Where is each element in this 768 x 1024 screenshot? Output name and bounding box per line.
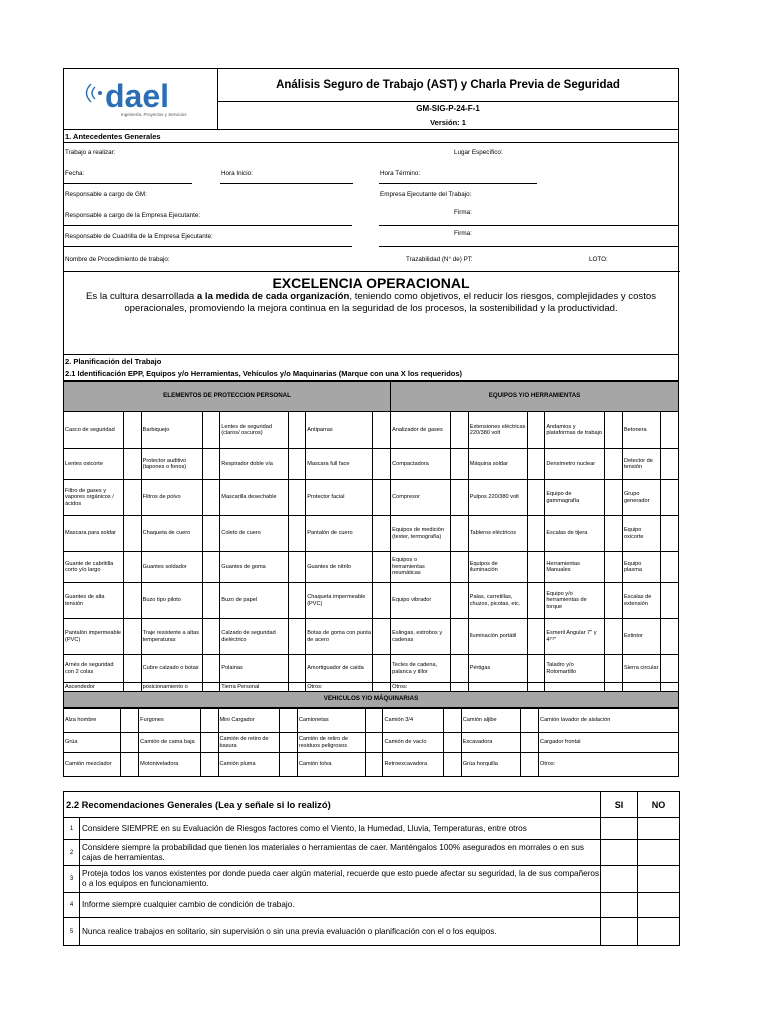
epp-header: ELEMENTOS DE PROTECCION PERSONAL xyxy=(64,382,391,412)
item-label: Palas, carretillas, chuzos, picotas, etc. xyxy=(468,583,527,619)
item-checkbox[interactable] xyxy=(451,583,469,619)
row-resp-emp xyxy=(64,206,678,227)
item-label: posicionamiento o xyxy=(141,683,202,692)
table-row xyxy=(64,619,679,655)
item-label: Pantalón de cuero xyxy=(306,516,373,552)
vehicle-checkbox[interactable] xyxy=(365,733,383,753)
list-item xyxy=(64,866,680,893)
item-checkbox[interactable] xyxy=(527,583,545,619)
item-checkbox[interactable] xyxy=(202,449,220,480)
item-label: Polainas xyxy=(220,655,288,683)
item-checkbox[interactable] xyxy=(661,480,679,516)
item-label: Iluminación portátil xyxy=(468,619,527,655)
item-label: Guantes soldador xyxy=(141,552,202,583)
form-version: Versión: 1 xyxy=(430,118,466,128)
item-text: Nunca realice trabajos en solitario, sin supervisión o sin una previa evaluación o planificación con el o los equipos. xyxy=(80,918,601,946)
si-checkbox[interactable] xyxy=(601,918,638,946)
section2-title-bar xyxy=(63,355,679,381)
item-text: Proteja todos los vanos existentes por donde pueda caer algún material, recuerde que esto puede afectar su seguridad, la de sus compañeros o a los equipos en funcionamiento. xyxy=(80,866,601,893)
item-checkbox[interactable] xyxy=(451,516,469,552)
item-checkbox[interactable] xyxy=(605,412,623,449)
item-label: Buzo de papel xyxy=(220,583,288,619)
item-label: Pantalón impermeable (PVC) xyxy=(64,619,124,655)
item-label: Extensiones eléctricas 220/380 volt xyxy=(468,412,527,449)
vehicle-label: Mini Cargador xyxy=(218,709,280,733)
item-checkbox[interactable] xyxy=(527,516,545,552)
item-checkbox[interactable] xyxy=(605,516,623,552)
vehicle-label: Camión de cama baja xyxy=(139,733,201,753)
item-label: Guantes de goma xyxy=(220,552,288,583)
list-item xyxy=(64,893,680,918)
recomendaciones-table xyxy=(63,791,680,946)
item-checkbox[interactable] xyxy=(124,516,142,552)
item-label: Escalas de extensión xyxy=(622,583,660,619)
logo-tagline: Ingeniería, Proyectos y Servicios xyxy=(120,111,187,117)
table-row xyxy=(64,655,679,683)
item-label: Betonera xyxy=(622,412,660,449)
item-label: Filtro de gases y vapores orgánicos /ácidos xyxy=(64,480,124,516)
table-row xyxy=(64,412,679,449)
label-procedimiento: Nombre de Procedimiento de trabajo: xyxy=(65,256,170,263)
item-checkbox[interactable] xyxy=(451,480,469,516)
item-label: Herramientas Manuales xyxy=(545,552,605,583)
item-checkbox[interactable] xyxy=(527,449,545,480)
item-checkbox[interactable] xyxy=(451,683,469,692)
item-label: Esmeril Angular 7" y 4¹ʹ²" xyxy=(545,619,605,655)
item-label: Eslingas, estrobos y cadenas xyxy=(391,619,451,655)
vehicle-label: Camión de vacío xyxy=(383,733,444,753)
item-checkbox[interactable] xyxy=(288,583,306,619)
item-label: Respirador doble vía xyxy=(220,449,288,480)
table-row xyxy=(64,583,679,619)
item-label: Guantes de alta tensión xyxy=(64,583,124,619)
item-checkbox[interactable] xyxy=(373,655,391,683)
vehicle-label: Otros: xyxy=(539,753,679,777)
label-fecha: Fecha: xyxy=(65,170,85,177)
item-checkbox[interactable] xyxy=(527,655,545,683)
logo xyxy=(64,69,218,130)
item-checkbox[interactable] xyxy=(605,480,623,516)
item-label: Pértigas xyxy=(468,655,527,683)
item-label: Guante de cabritilla corto y/o largo xyxy=(64,552,124,583)
item-label: Otros: xyxy=(391,683,451,692)
item-label: Traje resistente a altas temperaturas xyxy=(141,619,202,655)
col-si: SI xyxy=(601,792,638,818)
item-checkbox[interactable] xyxy=(124,480,142,516)
vehicle-checkbox[interactable] xyxy=(280,753,298,777)
table-row xyxy=(64,552,679,583)
no-checkbox[interactable] xyxy=(638,818,680,840)
item-label: Otros: xyxy=(306,683,373,692)
item-label: Antiparras xyxy=(306,412,373,449)
item-label: Chaqueta de cuero xyxy=(141,516,202,552)
list-item xyxy=(64,840,680,866)
vehicle-label: Camión tolva xyxy=(297,753,365,777)
item-label: Tecles de cadena, palanca y tillor xyxy=(391,655,451,683)
vehicle-label: Alza hombre xyxy=(64,709,121,733)
item-number: 2 xyxy=(64,840,80,866)
item-checkbox[interactable] xyxy=(288,480,306,516)
item-checkbox[interactable] xyxy=(202,683,220,692)
label-resp-emp: Responsable a cargo de la Empresa Ejecutante: xyxy=(65,212,201,219)
section1-title: 1. Antecedentes Generales xyxy=(65,132,161,141)
table-row xyxy=(64,449,679,480)
row-trabajo xyxy=(64,143,678,164)
vehicle-checkbox[interactable] xyxy=(365,709,383,733)
no-checkbox[interactable] xyxy=(638,918,680,946)
item-label: Compresor xyxy=(391,480,451,516)
item-checkbox[interactable] xyxy=(124,583,142,619)
section1-fields xyxy=(63,143,679,355)
item-checkbox[interactable] xyxy=(288,683,306,692)
vehicle-checkbox[interactable] xyxy=(200,733,218,753)
item-checkbox[interactable] xyxy=(451,412,469,449)
label-loto: LOTO: xyxy=(589,256,608,263)
item-checkbox[interactable] xyxy=(202,619,220,655)
dael-logo-icon xyxy=(81,73,201,121)
item-label xyxy=(622,683,660,692)
vehicle-checkbox[interactable] xyxy=(200,753,218,777)
item-checkbox[interactable] xyxy=(605,449,623,480)
item-checkbox[interactable] xyxy=(202,480,220,516)
vehicle-label: Camión lavador de aislación xyxy=(539,709,679,733)
item-label: Compactadora xyxy=(391,449,451,480)
item-checkbox[interactable] xyxy=(661,683,679,692)
epp-equipos-table xyxy=(63,381,679,708)
vehicle-label: Retroexcavadora xyxy=(383,753,444,777)
vehicle-label: Camión de retiro de basura xyxy=(218,733,280,753)
item-label: Andamios y plataformas de trabajo xyxy=(545,412,605,449)
item-checkbox[interactable] xyxy=(527,683,545,692)
no-checkbox[interactable] xyxy=(638,866,680,893)
item-checkbox[interactable] xyxy=(661,552,679,583)
si-checkbox[interactable] xyxy=(601,893,638,918)
vehicle-label: Camión 3/4 xyxy=(383,709,444,733)
vehiculos-header: VEHICULOS Y/O MÁQUINARIAS xyxy=(64,692,679,708)
item-label: Amortiguador de caída xyxy=(306,655,373,683)
item-label: Equipo y/o herramientas de torque xyxy=(545,583,605,619)
item-checkbox[interactable] xyxy=(451,655,469,683)
item-checkbox[interactable] xyxy=(605,619,623,655)
item-label: Barbiquejo xyxy=(141,412,202,449)
equipos-header: EQUIPOS Y/O HERRAMIENTAS xyxy=(391,382,679,412)
item-label: Lentes oxicorte xyxy=(64,449,124,480)
form-title: Análisis Seguro de Trabajo (AST) y Charla Previa de Seguridad xyxy=(218,69,679,102)
table-row xyxy=(64,480,679,516)
item-checkbox[interactable] xyxy=(373,449,391,480)
item-checkbox[interactable] xyxy=(527,552,545,583)
item-checkbox[interactable] xyxy=(661,619,679,655)
row-resp-gm xyxy=(64,185,678,206)
item-checkbox[interactable] xyxy=(288,449,306,480)
excelencia-block xyxy=(64,275,678,315)
no-checkbox[interactable] xyxy=(638,893,680,918)
label-resp-cuad: Responsable de Cuadrilla de la Empresa Ejecutante: xyxy=(65,233,213,240)
vehicle-label: Camión de retiro de residuos peligrosos xyxy=(297,733,365,753)
si-checkbox[interactable] xyxy=(601,818,638,840)
item-label: Protector facial xyxy=(306,480,373,516)
item-text: Considere siempre la probabilidad que tienen los materiales o herramientas de caer. Manténgalos 100% asegurados en morrales o en sus cajas de herramientas. xyxy=(80,840,601,866)
item-checkbox[interactable] xyxy=(288,655,306,683)
vehicle-label: Cargador frontal xyxy=(539,733,679,753)
label-trabajo: Trabajo a realizar: xyxy=(65,149,116,156)
item-checkbox[interactable] xyxy=(605,655,623,683)
item-checkbox[interactable] xyxy=(288,412,306,449)
vehicle-checkbox[interactable] xyxy=(444,709,462,733)
row-resp-cuad xyxy=(64,227,678,248)
item-checkbox[interactable] xyxy=(373,480,391,516)
recomendaciones-title: 2.2 Recomendaciones Generales (Lea y señale si lo realizó) xyxy=(64,792,601,818)
si-checkbox[interactable] xyxy=(601,866,638,893)
item-label: Arnés de seguridad con 2 colas xyxy=(64,655,124,683)
vehicle-checkbox[interactable] xyxy=(121,709,139,733)
vehicle-label: Camionetas xyxy=(297,709,365,733)
item-label: Detector de tensión xyxy=(622,449,660,480)
item-checkbox[interactable] xyxy=(661,655,679,683)
item-text: Informe siempre cualquier cambio de condición de trabajo. xyxy=(80,893,601,918)
item-label: Pulpos 220/380 volt xyxy=(468,480,527,516)
vehicle-checkbox[interactable] xyxy=(280,733,298,753)
item-number: 3 xyxy=(64,866,80,893)
vehicle-label: Excavadora xyxy=(461,733,521,753)
item-checkbox[interactable] xyxy=(124,412,142,449)
item-checkbox[interactable] xyxy=(202,412,220,449)
table-row xyxy=(64,753,679,777)
item-checkbox[interactable] xyxy=(661,449,679,480)
list-item xyxy=(64,918,680,946)
vehiculos-table xyxy=(63,708,679,777)
item-checkbox[interactable] xyxy=(124,552,142,583)
item-label: Escalas de tijera xyxy=(545,516,605,552)
vehicle-checkbox[interactable] xyxy=(521,753,539,777)
item-label: Extintor xyxy=(622,619,660,655)
item-checkbox[interactable] xyxy=(661,516,679,552)
excelencia-title: EXCELENCIA OPERACIONAL xyxy=(272,275,470,291)
item-label: Guantes de nitrilo xyxy=(306,552,373,583)
item-checkbox[interactable] xyxy=(288,552,306,583)
label-hora-termino: Hora Término: xyxy=(380,170,421,177)
item-label: Equipo oxicorte xyxy=(622,516,660,552)
item-number: 5 xyxy=(64,918,80,946)
item-checkbox[interactable] xyxy=(124,619,142,655)
item-label: Mascara para soldar xyxy=(64,516,124,552)
item-checkbox[interactable] xyxy=(124,655,142,683)
item-label: Buzo tipo piloto xyxy=(141,583,202,619)
col-no: NO xyxy=(638,792,680,818)
item-label: Equipo plasma xyxy=(622,552,660,583)
vehicle-checkbox[interactable] xyxy=(280,709,298,733)
no-checkbox[interactable] xyxy=(638,840,680,866)
item-number: 4 xyxy=(64,893,80,918)
table-row xyxy=(64,709,679,733)
item-checkbox[interactable] xyxy=(373,619,391,655)
vehicle-checkbox[interactable] xyxy=(521,709,539,733)
form-code: GM-SIG-P-24-F-1 xyxy=(416,104,480,114)
header-table xyxy=(63,68,679,130)
item-label: Coleto de cuero xyxy=(220,516,288,552)
label-firma1: Firma: xyxy=(454,209,472,216)
item-label: Mascara full face xyxy=(306,449,373,480)
item-label: Botas de goma con punta de acero xyxy=(306,619,373,655)
item-checkbox[interactable] xyxy=(661,412,679,449)
item-checkbox[interactable] xyxy=(202,583,220,619)
vehicle-checkbox[interactable] xyxy=(365,753,383,777)
si-checkbox[interactable] xyxy=(601,840,638,866)
vehicle-checkbox[interactable] xyxy=(200,709,218,733)
item-label xyxy=(468,683,527,692)
item-checkbox[interactable] xyxy=(202,655,220,683)
item-label: Equipos de iluminación xyxy=(468,552,527,583)
item-label: Sierra circular xyxy=(622,655,660,683)
table-row xyxy=(64,733,679,753)
section2-title: 2. Planificación del Trabajo xyxy=(65,357,162,366)
row-procedimiento xyxy=(64,248,678,272)
item-checkbox[interactable] xyxy=(451,449,469,480)
item-label: Cubre calzado o botas xyxy=(141,655,202,683)
item-label: Mascarilla desechable xyxy=(220,480,288,516)
item-label: Analizador de gases xyxy=(391,412,451,449)
excelencia-text: Es la cultura desarrollada a la medida de cada organización, teniendo como objetivos, el reducir los riesgos, complejidades y costos operacionales, promoviendo la mejora continua en la seguridad de los procesos, la sostenibilidad y la productividad. xyxy=(85,291,657,314)
list-item xyxy=(64,818,680,840)
item-checkbox[interactable] xyxy=(373,583,391,619)
item-checkbox[interactable] xyxy=(288,619,306,655)
logo-wordmark: dael xyxy=(104,77,169,114)
item-checkbox[interactable] xyxy=(605,683,623,692)
item-label: Densímetro nuclear xyxy=(545,449,605,480)
label-resp-gm: Responsable a cargo de GM: xyxy=(65,191,147,198)
vehicle-checkbox[interactable] xyxy=(121,753,139,777)
item-label: Máquina soldar xyxy=(468,449,527,480)
item-checkbox[interactable] xyxy=(373,552,391,583)
vehicle-checkbox[interactable] xyxy=(444,753,462,777)
label-firma2: Firma: xyxy=(454,230,472,237)
vehicle-label: Motoniveladora xyxy=(139,753,201,777)
vehicle-checkbox[interactable] xyxy=(521,733,539,753)
label-hora-inicio: Hora Inicio: xyxy=(221,170,253,177)
item-checkbox[interactable] xyxy=(527,412,545,449)
item-checkbox[interactable] xyxy=(373,683,391,692)
item-label: Ascendedor xyxy=(64,683,124,692)
item-label: Equipo de gammagrafía xyxy=(545,480,605,516)
table-row xyxy=(64,516,679,552)
item-label: Equipos o herramientas neumáticas xyxy=(391,552,451,583)
table-row xyxy=(64,683,679,692)
item-label: Filtros de polvo xyxy=(141,480,202,516)
item-checkbox[interactable] xyxy=(373,412,391,449)
item-text: Considere SIEMPRE en su Evaluación de Riesgos factores como el Viento, la Humedad, Lluvia, Temperaturas, entre otros xyxy=(80,818,601,840)
item-label: Tableros eléctricos xyxy=(468,516,527,552)
item-checkbox[interactable] xyxy=(202,552,220,583)
item-checkbox[interactable] xyxy=(527,480,545,516)
item-label: Casco de seguridad xyxy=(64,412,124,449)
section2-subtitle: 2.1 Identificación EPP, Equipos y/o Herramientas, Vehículos y/o Maquinarias (Marque con una X los requeridos) xyxy=(65,369,463,378)
item-checkbox[interactable] xyxy=(124,449,142,480)
item-label: Equipos de medición (tester, termografía) xyxy=(391,516,451,552)
item-checkbox[interactable] xyxy=(451,552,469,583)
label-empresa: Empresa Ejecutante del Trabajo: xyxy=(380,191,472,198)
vehicle-label: Camión pluma xyxy=(218,753,280,777)
item-label: Lentes de seguridad (claros/ oscuros) xyxy=(220,412,288,449)
item-checkbox[interactable] xyxy=(373,516,391,552)
vehicle-label: Grúa xyxy=(64,733,121,753)
vehicle-label: Camión mezclador xyxy=(64,753,121,777)
item-checkbox[interactable] xyxy=(527,619,545,655)
item-checkbox[interactable] xyxy=(661,583,679,619)
item-checkbox[interactable] xyxy=(605,552,623,583)
row-fecha xyxy=(64,164,678,185)
item-checkbox[interactable] xyxy=(288,516,306,552)
label-lugar: Lugar Específico: xyxy=(454,149,503,156)
item-checkbox[interactable] xyxy=(202,516,220,552)
item-checkbox[interactable] xyxy=(451,619,469,655)
item-label: Tierra Personal xyxy=(220,683,288,692)
item-checkbox[interactable] xyxy=(605,583,623,619)
item-label: Equipo vibrador xyxy=(391,583,451,619)
vehicle-label: Furgones xyxy=(139,709,201,733)
item-label: Grupo generador xyxy=(622,480,660,516)
vehicle-label: Grúa horquilla xyxy=(461,753,521,777)
item-checkbox[interactable] xyxy=(124,683,142,692)
item-label: Chaqueta impermeable (PVC) xyxy=(306,583,373,619)
vehicle-checkbox[interactable] xyxy=(121,733,139,753)
label-trazabilidad: Trazabilidad (N° de) PT: xyxy=(406,256,473,263)
item-label: Protector auditivo (tapones o fonos) xyxy=(141,449,202,480)
form-sheet xyxy=(63,68,679,946)
section1-title-bar xyxy=(63,130,679,143)
vehicle-label: Camión aljibe xyxy=(461,709,521,733)
item-label xyxy=(545,683,605,692)
item-number: 1 xyxy=(64,818,80,840)
item-label: Taladro y/o Rotomartillo xyxy=(545,655,605,683)
vehicle-checkbox[interactable] xyxy=(444,733,462,753)
item-label: Calzado de seguridad dieléctrico xyxy=(220,619,288,655)
